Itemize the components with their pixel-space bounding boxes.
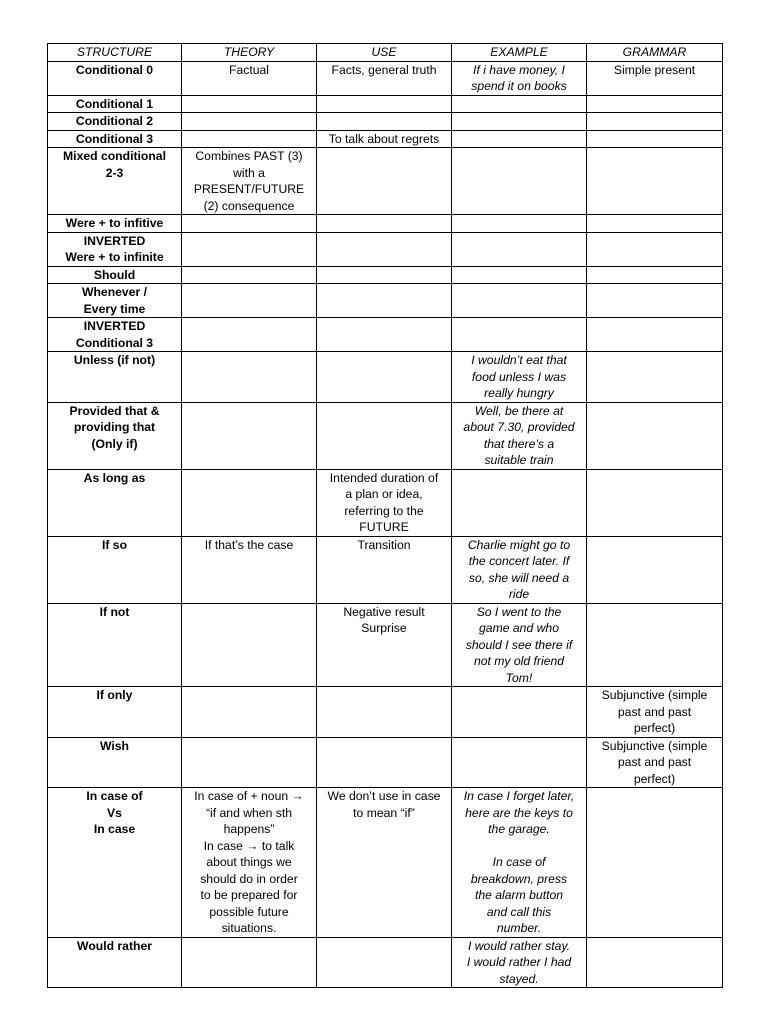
example-cell: Charlie might go to the concert later. If so, she will need a ride	[452, 536, 587, 603]
table-row	[48, 266, 723, 284]
table-row	[48, 130, 723, 148]
grammar-cell	[587, 148, 723, 215]
structure-cell: If not	[48, 603, 182, 687]
use-cell	[317, 352, 452, 403]
theory-cell	[182, 130, 317, 148]
use-cell	[317, 937, 452, 988]
grammar-cell: Subjunctive (simple past and past perfect)	[587, 687, 723, 738]
header-example: EXAMPLE	[452, 44, 587, 62]
use-cell	[317, 284, 452, 318]
grammar-cell	[587, 113, 723, 131]
table-row	[48, 469, 723, 536]
theory-cell	[182, 603, 317, 687]
grammar-cell	[587, 788, 723, 938]
use-cell	[317, 402, 452, 469]
theory-cell	[182, 937, 317, 988]
example-cell: In case I forget later, here are the keys to the garage. In case of breakdown, press the alarm button and call this number.	[452, 788, 587, 938]
structure-cell: As long as	[48, 469, 182, 536]
grammar-cell	[587, 130, 723, 148]
grammar-cell	[587, 284, 723, 318]
table-row	[48, 788, 723, 938]
table-row	[48, 148, 723, 215]
theory-cell	[182, 737, 317, 788]
structure-cell: Whenever / Every time	[48, 284, 182, 318]
theory-cell	[182, 215, 317, 233]
structure-cell: Should	[48, 266, 182, 284]
header-use: USE	[317, 44, 452, 62]
example-cell	[452, 737, 587, 788]
table-row	[48, 937, 723, 988]
grammar-cell	[587, 266, 723, 284]
grammar-cell: Simple present	[587, 61, 723, 95]
example-cell	[452, 215, 587, 233]
theory-cell	[182, 232, 317, 266]
example-cell	[452, 266, 587, 284]
grammar-cell	[587, 603, 723, 687]
table-row	[48, 402, 723, 469]
theory-cell	[182, 352, 317, 403]
example-cell	[452, 232, 587, 266]
structure-cell: Unless (if not)	[48, 352, 182, 403]
theory-cell	[182, 687, 317, 738]
example-cell	[452, 130, 587, 148]
example-cell	[452, 148, 587, 215]
table-body	[48, 61, 723, 988]
example-cell: If i have money, I spend it on books	[452, 61, 587, 95]
table-row	[48, 318, 723, 352]
use-cell	[317, 266, 452, 284]
table-row	[48, 113, 723, 131]
structure-cell: Mixed conditional 2-3	[48, 148, 182, 215]
use-cell: Transition	[317, 536, 452, 603]
grammar-cell	[587, 318, 723, 352]
table-row	[48, 352, 723, 403]
example-cell	[452, 284, 587, 318]
header-structure: STRUCTURE	[48, 44, 182, 62]
theory-cell: Combines PAST (3) with a PRESENT/FUTURE (2) consequence	[182, 148, 317, 215]
structure-cell: If so	[48, 536, 182, 603]
header-theory: THEORY	[182, 44, 317, 62]
structure-cell: INVERTED Were + to infinite	[48, 232, 182, 266]
example-cell	[452, 95, 587, 113]
use-cell: To talk about regrets	[317, 130, 452, 148]
grammar-cell	[587, 352, 723, 403]
use-cell	[317, 687, 452, 738]
example-cell: I would rather stay. I would rather I had stayed.	[452, 937, 587, 988]
structure-cell: Provided that & providing that (Only if)	[48, 402, 182, 469]
table-row	[48, 215, 723, 233]
theory-cell	[182, 266, 317, 284]
structure-cell: Conditional 3	[48, 130, 182, 148]
use-cell	[317, 232, 452, 266]
structure-cell: If only	[48, 687, 182, 738]
use-cell: Negative result Surprise	[317, 603, 452, 687]
theory-cell	[182, 95, 317, 113]
use-cell	[317, 318, 452, 352]
theory-cell	[182, 318, 317, 352]
grammar-cell: Subjunctive (simple past and past perfect)	[587, 737, 723, 788]
header-grammar: GRAMMAR	[587, 44, 723, 62]
structure-cell: Would rather	[48, 937, 182, 988]
grammar-cell	[587, 402, 723, 469]
example-cell	[452, 113, 587, 131]
theory-cell: If that’s the case	[182, 536, 317, 603]
example-cell	[452, 687, 587, 738]
structure-cell: Conditional 1	[48, 95, 182, 113]
use-cell	[317, 113, 452, 131]
structure-cell: Conditional 2	[48, 113, 182, 131]
use-cell	[317, 148, 452, 215]
example-cell: So I went to the game and who should I see there if not my old friend Tom!	[452, 603, 587, 687]
theory-cell	[182, 284, 317, 318]
grammar-cell	[587, 232, 723, 266]
table-row	[48, 737, 723, 788]
use-cell	[317, 737, 452, 788]
table-row	[48, 95, 723, 113]
table-row	[48, 603, 723, 687]
example-cell	[452, 469, 587, 536]
example-cell: I wouldn’t eat that food unless I was really hungry	[452, 352, 587, 403]
theory-cell: In case of + noun → “if and when sth happens” In case → to talk about things we should do in order to be prepared for possible future situations.	[182, 788, 317, 938]
grammar-cell	[587, 536, 723, 603]
structure-cell: Conditional 0	[48, 61, 182, 95]
table-row	[48, 232, 723, 266]
grammar-cell	[587, 469, 723, 536]
table-row	[48, 536, 723, 603]
grammar-cell	[587, 937, 723, 988]
table-row	[48, 61, 723, 95]
table-row	[48, 284, 723, 318]
example-cell: Well, be there at about 7.30, provided that there’s a suitable train	[452, 402, 587, 469]
theory-cell: Factual	[182, 61, 317, 95]
example-cell	[452, 318, 587, 352]
use-cell: We don’t use in case to mean “if”	[317, 788, 452, 938]
structure-cell: In case of Vs In case	[48, 788, 182, 938]
use-cell	[317, 95, 452, 113]
theory-cell	[182, 113, 317, 131]
structure-cell: Were + to infitive	[48, 215, 182, 233]
header-row	[48, 44, 723, 62]
structure-cell: INVERTED Conditional 3	[48, 318, 182, 352]
grammar-cell	[587, 215, 723, 233]
grammar-table	[47, 43, 723, 988]
structure-cell: Wish	[48, 737, 182, 788]
use-cell: Facts, general truth	[317, 61, 452, 95]
use-cell: Intended duration of a plan or idea, referring to the FUTURE	[317, 469, 452, 536]
theory-cell	[182, 469, 317, 536]
table-row	[48, 687, 723, 738]
use-cell	[317, 215, 452, 233]
theory-cell	[182, 402, 317, 469]
grammar-cell	[587, 95, 723, 113]
